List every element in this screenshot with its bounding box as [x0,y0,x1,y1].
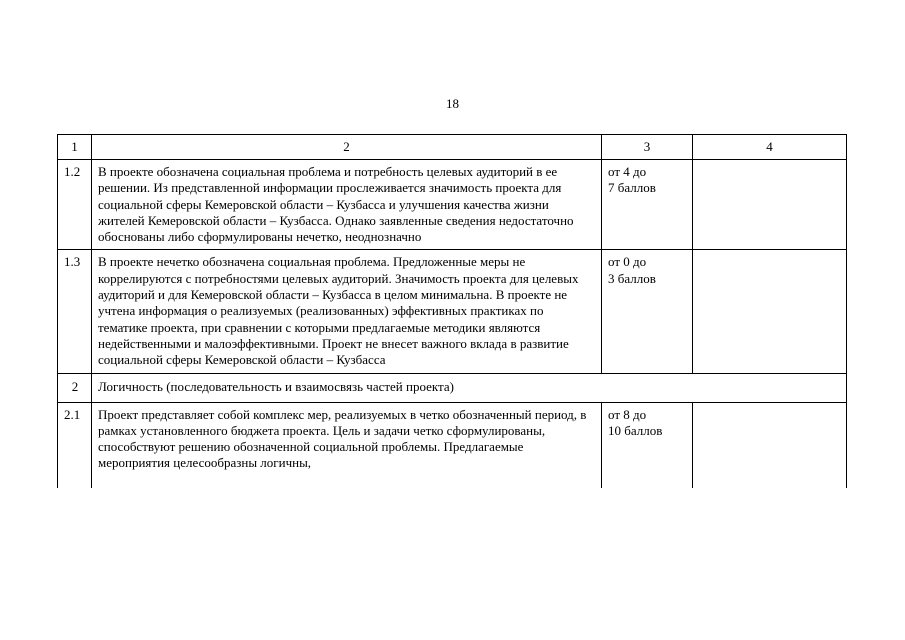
score-line: от 4 до [608,164,647,179]
table-row [58,250,847,373]
row-description-text: Проект представляет собой комплекс мер, реализуемых в четко обозначенный период, в рамках установленного бюджета проекта. Цель и задачи четко сформулированы, способствуют решению обозначенной социальной проблемы. Предлагаемые мероприятия целесообразны логичны, [98,406,587,471]
table-row [58,402,847,488]
row-description: В проекте обозначена социальная проблема и потребность целевых аудиторий в ее решении. Из представленной информации прослеживается значимость проекта для социальной сферы Кемеровской области – Кузбасса и улучшения качества жизни жителей Кемеровской области – Кузбасса. Однако заявленные сведения недостаточно обоснованы либо сформулированы нечетко, неоднозначно [92,160,602,250]
header-cell-3: 3 [602,135,693,160]
header-cell-4: 4 [693,135,847,160]
row-number: 2.1 [58,402,92,488]
score-line: 10 баллов [608,422,663,438]
row-score [602,402,693,488]
section-title: Логичность (последовательность и взаимосвязь частей проекта) [92,373,847,402]
row-number: 1.2 [58,160,92,250]
criteria-table [57,134,847,488]
score-line: от 0 до [608,254,647,270]
row-score [602,160,693,250]
row-score [602,250,693,373]
score-line: от 8 до [608,406,647,422]
row-col4 [693,250,847,373]
header-cell-2: 2 [92,135,602,160]
row-description: В проекте нечетко обозначена социальная проблема. Предложенные меры не коррелируются с потребностями целевых аудиторий. Значимость проекта для целевых аудиторий и для Кемеровской области – Кузбасса в целом минимальна. В проекте не учтена информация о реализуемых (реализованных) эффективных практиках по тематике проекта, при сравнении с которыми предлагаемые методики являются недейственными и малоэффективными. Проект не внесет важного вклада в развитие социальной сферы Кемеровской области – Кузбасса [92,250,602,373]
score-line: 3 баллов [608,270,656,286]
page-number: 18 [446,96,459,111]
section-row [58,373,847,402]
row-col4 [693,160,847,250]
score-line: 7 баллов [608,180,656,196]
table-header-row [58,135,847,160]
table-row [58,160,847,250]
header-cell-1: 1 [58,135,92,160]
row-col4 [693,402,847,488]
row-number: 1.3 [58,250,92,373]
section-number: 2 [58,373,92,402]
row-description [92,402,602,488]
